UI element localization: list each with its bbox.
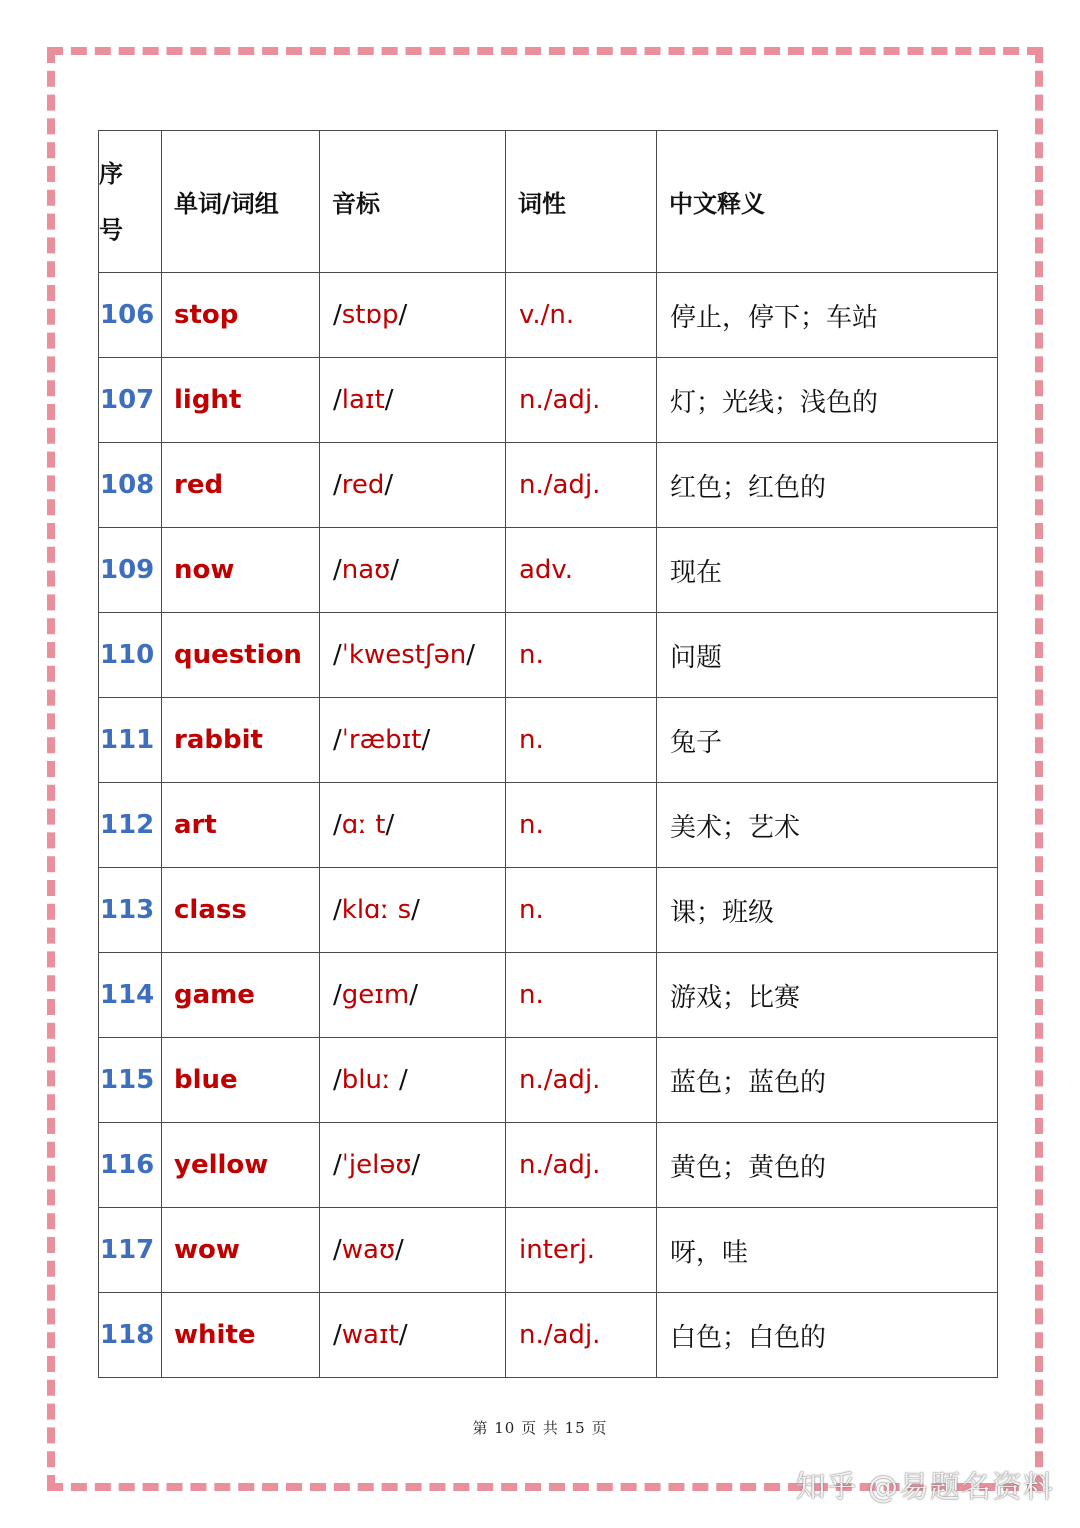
header-ipa: 音标 bbox=[320, 131, 506, 273]
row-part-of-speech: n. bbox=[506, 953, 657, 1038]
row-word: light bbox=[162, 358, 320, 443]
table-row bbox=[99, 868, 998, 953]
row-word: yellow bbox=[162, 1123, 320, 1208]
phonetic-text: ˈkwestʃən bbox=[341, 640, 467, 670]
slash-open: / bbox=[333, 300, 342, 330]
row-phonetic bbox=[320, 868, 506, 953]
row-part-of-speech: n./adj. bbox=[506, 1293, 657, 1378]
table-row bbox=[99, 358, 998, 443]
row-number: 112 bbox=[99, 783, 162, 868]
row-word: wow bbox=[162, 1208, 320, 1293]
row-meaning: 问题 bbox=[657, 613, 998, 698]
row-phonetic bbox=[320, 443, 506, 528]
table-row bbox=[99, 443, 998, 528]
row-meaning: 现在 bbox=[657, 528, 998, 613]
row-number: 108 bbox=[99, 443, 162, 528]
phonetic-text: laɪt bbox=[341, 385, 385, 415]
row-word: white bbox=[162, 1293, 320, 1378]
table-row bbox=[99, 1208, 998, 1293]
slash-open: / bbox=[333, 1320, 342, 1350]
row-part-of-speech: n./adj. bbox=[506, 443, 657, 528]
slash-close: / bbox=[411, 1150, 421, 1180]
row-phonetic bbox=[320, 358, 506, 443]
table-row bbox=[99, 273, 998, 358]
slash-open: / bbox=[333, 1235, 342, 1265]
table-row bbox=[99, 783, 998, 868]
phonetic-text: ˈræbɪt bbox=[341, 725, 422, 755]
slash-open: / bbox=[333, 895, 342, 925]
row-part-of-speech: n./adj. bbox=[506, 358, 657, 443]
row-part-of-speech: v./n. bbox=[506, 273, 657, 358]
row-word: stop bbox=[162, 273, 320, 358]
row-word: game bbox=[162, 953, 320, 1038]
header-number bbox=[99, 131, 162, 273]
phonetic-text: ˈjeləʊ bbox=[341, 1150, 412, 1180]
slash-open: / bbox=[333, 1150, 342, 1180]
row-meaning: 停止，停下；车站 bbox=[657, 273, 998, 358]
row-phonetic bbox=[320, 1123, 506, 1208]
row-meaning: 呀，哇 bbox=[657, 1208, 998, 1293]
row-number: 107 bbox=[99, 358, 162, 443]
row-meaning: 黄色；黄色的 bbox=[657, 1123, 998, 1208]
slash-open: / bbox=[333, 980, 342, 1010]
phonetic-text: ɑː t bbox=[341, 810, 386, 840]
row-number: 118 bbox=[99, 1293, 162, 1378]
phonetic-text: bluː bbox=[341, 1065, 399, 1095]
slash-open: / bbox=[333, 810, 342, 840]
row-number: 106 bbox=[99, 273, 162, 358]
row-number: 116 bbox=[99, 1123, 162, 1208]
table-row bbox=[99, 698, 998, 783]
row-part-of-speech: n./adj. bbox=[506, 1123, 657, 1208]
slash-open: / bbox=[333, 470, 342, 500]
slash-open: / bbox=[333, 555, 342, 585]
vocabulary-table bbox=[98, 130, 998, 1378]
row-phonetic bbox=[320, 528, 506, 613]
slash-close: / bbox=[398, 300, 408, 330]
slash-close: / bbox=[395, 1235, 404, 1265]
row-part-of-speech: n./adj. bbox=[506, 1038, 657, 1123]
row-meaning: 蓝色；蓝色的 bbox=[657, 1038, 998, 1123]
row-number: 110 bbox=[99, 613, 162, 698]
table-row bbox=[99, 613, 998, 698]
phonetic-text: klɑː s bbox=[341, 895, 412, 925]
slash-close: / bbox=[411, 895, 420, 925]
header-row bbox=[99, 131, 998, 273]
slash-close: / bbox=[409, 980, 419, 1010]
row-part-of-speech: n. bbox=[506, 613, 657, 698]
slash-close: / bbox=[399, 1065, 408, 1095]
slash-close: / bbox=[385, 810, 395, 840]
slash-open: / bbox=[333, 640, 342, 670]
page-footer: 第 10 页 共 15 页 bbox=[472, 1419, 608, 1437]
row-word: blue bbox=[162, 1038, 320, 1123]
row-part-of-speech: n. bbox=[506, 868, 657, 953]
phonetic-text: red bbox=[341, 470, 385, 500]
row-phonetic bbox=[320, 1293, 506, 1378]
table-row bbox=[99, 1038, 998, 1123]
row-number: 114 bbox=[99, 953, 162, 1038]
row-phonetic bbox=[320, 273, 506, 358]
slash-close: / bbox=[384, 470, 394, 500]
row-meaning: 灯；光线；浅色的 bbox=[657, 358, 998, 443]
row-meaning: 兔子 bbox=[657, 698, 998, 783]
slash-close: / bbox=[384, 385, 394, 415]
slash-close: / bbox=[466, 640, 475, 670]
table-row bbox=[99, 1123, 998, 1208]
row-phonetic bbox=[320, 613, 506, 698]
slash-close: / bbox=[398, 1320, 408, 1350]
row-meaning: 白色；白色的 bbox=[657, 1293, 998, 1378]
phonetic-text: waɪt bbox=[341, 1320, 399, 1350]
slash-close: / bbox=[390, 555, 400, 585]
row-word: class bbox=[162, 868, 320, 953]
row-phonetic bbox=[320, 783, 506, 868]
slash-open: / bbox=[333, 1065, 342, 1095]
watermark: 知乎 @易题名资料 bbox=[795, 1470, 1054, 1505]
row-word: now bbox=[162, 528, 320, 613]
row-phonetic bbox=[320, 1208, 506, 1293]
row-meaning: 红色；红色的 bbox=[657, 443, 998, 528]
header-number-line2: 号 bbox=[99, 215, 123, 244]
phonetic-text: naʊ bbox=[341, 555, 391, 585]
row-phonetic bbox=[320, 953, 506, 1038]
slash-close: / bbox=[421, 725, 431, 755]
row-meaning: 游戏；比赛 bbox=[657, 953, 998, 1038]
row-number: 115 bbox=[99, 1038, 162, 1123]
row-part-of-speech: n. bbox=[506, 698, 657, 783]
row-word: question bbox=[162, 613, 320, 698]
header-pos: 词性 bbox=[506, 131, 657, 273]
row-number: 117 bbox=[99, 1208, 162, 1293]
row-word: art bbox=[162, 783, 320, 868]
table-row bbox=[99, 1293, 998, 1378]
row-word: rabbit bbox=[162, 698, 320, 783]
header-number-line1: 序 bbox=[99, 159, 123, 188]
phonetic-text: waʊ bbox=[341, 1235, 396, 1265]
phonetic-text: geɪm bbox=[341, 980, 410, 1010]
table-row bbox=[99, 953, 998, 1038]
slash-open: / bbox=[333, 725, 342, 755]
row-phonetic bbox=[320, 1038, 506, 1123]
phonetic-text: stɒp bbox=[341, 300, 399, 330]
row-number: 113 bbox=[99, 868, 162, 953]
table-row bbox=[99, 528, 998, 613]
row-part-of-speech: interj. bbox=[506, 1208, 657, 1293]
row-meaning: 课；班级 bbox=[657, 868, 998, 953]
row-meaning: 美术；艺术 bbox=[657, 783, 998, 868]
header-word: 单词/词组 bbox=[162, 131, 320, 273]
row-number: 111 bbox=[99, 698, 162, 783]
row-part-of-speech: n. bbox=[506, 783, 657, 868]
row-word: red bbox=[162, 443, 320, 528]
row-part-of-speech: adv. bbox=[506, 528, 657, 613]
slash-open: / bbox=[333, 385, 342, 415]
header-meaning: 中文释义 bbox=[657, 131, 998, 273]
row-phonetic bbox=[320, 698, 506, 783]
row-number: 109 bbox=[99, 528, 162, 613]
